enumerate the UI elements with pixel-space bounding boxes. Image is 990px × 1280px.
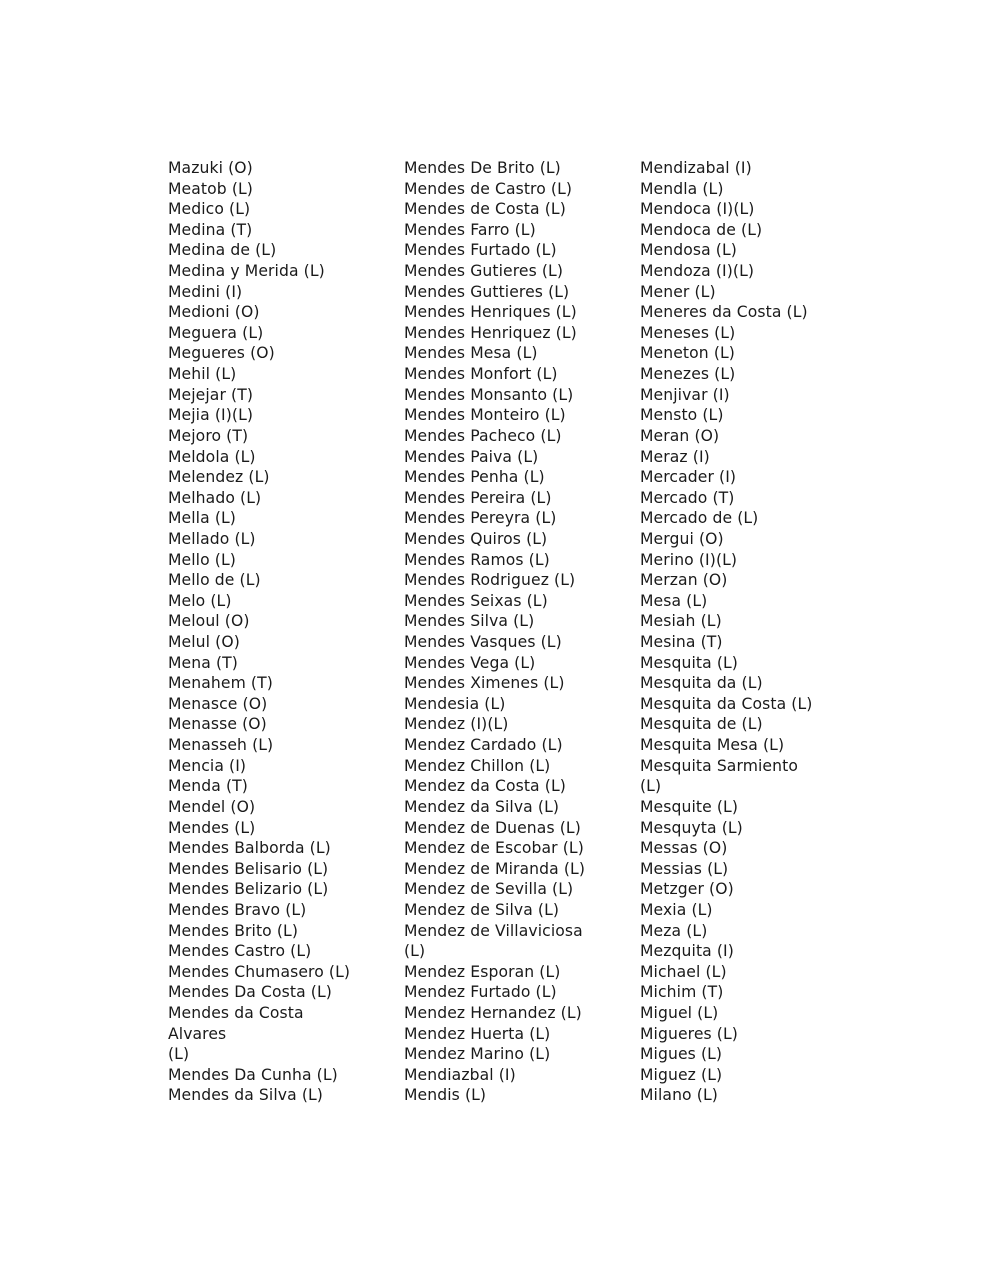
surname-entry: Mendez Furtado (L): [404, 983, 557, 1002]
surname-entry: Mendoza (I)(L): [640, 262, 755, 281]
surname-entry: Merino (I)(L): [640, 550, 738, 569]
surname-entry: Mener (L): [640, 282, 716, 301]
surname-entry: Messias (L): [640, 859, 729, 878]
surname-entry: Menezes (L): [640, 365, 736, 384]
surname-entry: Mendiazbal (I): [404, 1065, 516, 1084]
surname-entry: Mendizabal (I): [640, 159, 752, 177]
surname-entry: Medina de (L): [168, 241, 277, 260]
surname-entry: Mendes Da Costa (L): [168, 983, 332, 1002]
surname-entry: Mejia (I)(L): [168, 406, 254, 425]
surname-entry: Metzger (O): [640, 880, 734, 899]
surname-entry: Mendes Da Cunha (L): [168, 1065, 338, 1084]
surname-entry: Mejoro (T): [168, 426, 249, 445]
surname-entry: Mendes Bravo (L): [168, 900, 307, 919]
surname-entry: Mendez de Duenas (L): [404, 818, 581, 837]
surname-entry: Meguera (L): [168, 323, 264, 342]
surname-entry: Mendes (L): [168, 818, 256, 837]
surname-entry: Melhado (L): [168, 488, 262, 507]
surname-entry: (L): [168, 1045, 190, 1064]
surname-entry: Mendez da Costa (L): [404, 777, 566, 796]
surname-entry: Mendez Chillon (L): [404, 756, 551, 775]
surname-entry: Mesquita Sarmiento: [640, 756, 798, 775]
surname-entry: Mendes Penha (L): [404, 468, 545, 487]
surname-entry: Mendes de Castro (L): [404, 179, 573, 198]
surname-entry: Mesa (L): [640, 591, 708, 610]
surname-entry: Mendes Silva (L): [404, 612, 535, 631]
surname-entry: Mena (T): [168, 653, 238, 672]
surname-entry: Mesiah (L): [640, 612, 722, 631]
surname-entry: Mesquita da (L): [640, 674, 763, 693]
surname-entry: Mendez Esporan (L): [404, 962, 561, 981]
surname-entry: Menasce (O): [168, 694, 268, 713]
surname-entry: Mesquita de (L): [640, 715, 763, 734]
surname-entry: Merzan (O): [640, 571, 728, 590]
surname-entry: Migues (L): [640, 1045, 723, 1064]
surname-entry: Medico (L): [168, 200, 251, 219]
surname-entry: Mendes Guttieres (L): [404, 282, 570, 301]
surname-entry: Mendes Quiros (L): [404, 529, 548, 548]
surname-entry: Melo (L): [168, 591, 232, 610]
surname-entry: Mendes de Costa (L): [404, 200, 566, 219]
surname-entry: Mendes Pereyra (L): [404, 509, 557, 528]
surname-entry: Michim (T): [640, 983, 724, 1002]
surname-entry: Meneses (L): [640, 323, 736, 342]
surname-entry: Mendes Brito (L): [168, 921, 299, 940]
surname-entry: Mendez Cardado (L): [404, 736, 563, 755]
surname-entry: Mendez Hernandez (L): [404, 1003, 582, 1022]
surname-column-1: [168, 158, 398, 1106]
surname-entry: Mendes Pereira (L): [404, 488, 552, 507]
surname-entry: Meraz (I): [640, 447, 710, 466]
surname-entry: Mendes Rodriguez (L): [404, 571, 576, 590]
surname-entry: Mendes Vega (L): [404, 653, 536, 672]
surname-entry: Mercado (T): [640, 488, 735, 507]
surname-entry: Medioni (O): [168, 303, 260, 322]
surname-entry: Mello (L): [168, 550, 236, 569]
surname-entry: Michael (L): [640, 962, 727, 981]
surname-entry: Mendes Monfort (L): [404, 365, 558, 384]
surname-entry: Mendoca (I)(L): [640, 200, 755, 219]
surname-entry: Alvares: [168, 1024, 227, 1043]
surname-entry: Mendes Vasques (L): [404, 633, 562, 652]
surname-entry: Mendes Chumasero (L): [168, 962, 351, 981]
surname-entry: Mendes Henriques (L): [404, 303, 577, 322]
surname-entry: Mendez da Silva (L): [404, 797, 560, 816]
surname-entry: Meatob (L): [168, 179, 253, 198]
surname-entry: Medini (I): [168, 282, 243, 301]
surname-entry: Mendez Huerta (L): [404, 1024, 551, 1043]
surname-entry: Mendez de Escobar (L): [404, 839, 584, 858]
surname-entry: Migueres (L): [640, 1024, 738, 1043]
surname-entry: Melul (O): [168, 633, 240, 652]
surname-entry: Meldola (L): [168, 447, 256, 466]
surname-entry: Mercader (I): [640, 468, 737, 487]
surname-entry: Mendoca de (L): [640, 220, 763, 239]
surname-entry: Mesquyta (L): [640, 818, 743, 837]
surname-entry: Menda (T): [168, 777, 248, 796]
surname-entry: Mendes Furtado (L): [404, 241, 557, 260]
surname-entry: Menasseh (L): [168, 736, 274, 755]
surname-entry: Mendes Mesa (L): [404, 344, 538, 363]
surname-entry: Mello de (L): [168, 571, 261, 590]
surname-entry: Mendes Gutieres (L): [404, 262, 564, 281]
surname-entry: Medina (T): [168, 220, 253, 239]
surname-entry: Mesquita da Costa (L): [640, 694, 813, 713]
surname-entry: Meran (O): [640, 426, 720, 445]
surname-entry: Mendes Henriquez (L): [404, 323, 577, 342]
surname-entry: Mendez de Miranda (L): [404, 859, 586, 878]
surname-entry: Meneton (L): [640, 344, 735, 363]
surname-entry: Mellado (L): [168, 529, 256, 548]
surname-entry: Miguez (L): [640, 1065, 723, 1084]
surname-entry: Mendes Pacheco (L): [404, 426, 562, 445]
surname-entry: Mendes Ramos (L): [404, 550, 550, 569]
surname-entry: Mendes Monsanto (L): [404, 385, 574, 404]
surname-entry: Mendes da Silva (L): [168, 1086, 323, 1105]
surname-entry: Mejejar (T): [168, 385, 254, 404]
surname-entry: Mercado de (L): [640, 509, 759, 528]
surname-entry: Mendes Farro (L): [404, 220, 536, 239]
surname-entry: Megueres (O): [168, 344, 275, 363]
surname-entry: Mendes Seixas (L): [404, 591, 548, 610]
surname-entry: Mesina (T): [640, 633, 723, 652]
surname-entry: Mendez (I)(L): [404, 715, 509, 734]
surname-entry: Mendla (L): [640, 179, 724, 198]
surname-column-3: [640, 158, 900, 1106]
surname-entry: Mendosa (L): [640, 241, 737, 260]
surname-entry: Mendel (O): [168, 797, 256, 816]
surname-entry: Mendes Castro (L): [168, 942, 312, 961]
surname-entry: Menjivar (I): [640, 385, 730, 404]
surname-entry: Mendez de Silva (L): [404, 900, 560, 919]
surname-entry: Mesquita Mesa (L): [640, 736, 785, 755]
surname-entry: Mencia (I): [168, 756, 247, 775]
surname-entry: Mendis (L): [404, 1086, 487, 1105]
surname-entry: Mexia (L): [640, 900, 713, 919]
surname-entry: Miguel (L): [640, 1003, 719, 1022]
surname-entry: Meneres da Costa (L): [640, 303, 808, 322]
surname-entry: Mesquita (L): [640, 653, 738, 672]
surname-entry: Menasse (O): [168, 715, 267, 734]
surname-entry: Mensto (L): [640, 406, 724, 425]
surname-entry: Mendes Belisario (L): [168, 859, 329, 878]
surname-entry: Meza (L): [640, 921, 708, 940]
surname-entry: Menahem (T): [168, 674, 273, 693]
surname-entry: Mendes Paiva (L): [404, 447, 539, 466]
surname-entry: (L): [404, 942, 426, 961]
surname-entry: Mendes Ximenes (L): [404, 674, 565, 693]
surname-entry: Mendes da Costa: [168, 1003, 304, 1022]
surname-entry: Mendez de Villaviciosa: [404, 921, 583, 940]
surname-entry: Melendez (L): [168, 468, 270, 487]
surname-entry: Mendes De Brito (L): [404, 159, 561, 177]
surname-entry: (L): [640, 777, 662, 796]
surname-entry: Mella (L): [168, 509, 236, 528]
surname-entry: Mehil (L): [168, 365, 237, 384]
surname-entry: Mesquite (L): [640, 797, 739, 816]
surname-entry: Medina y Merida (L): [168, 262, 325, 281]
surname-entry: Mendez Marino (L): [404, 1045, 551, 1064]
surname-entry: Mendez de Sevilla (L): [404, 880, 574, 899]
surname-entry: Messas (O): [640, 839, 728, 858]
surname-entry: Milano (L): [640, 1086, 718, 1105]
surname-entry: Meloul (O): [168, 612, 250, 631]
surname-entry: Mendesia (L): [404, 694, 506, 713]
surname-entry: Mendes Belizario (L): [168, 880, 329, 899]
surname-entry: Mendes Balborda (L): [168, 839, 331, 858]
surname-entry: Mezquita (I): [640, 942, 734, 961]
surname-entry: Mazuki (O): [168, 159, 253, 177]
surname-column-2: [404, 158, 634, 1106]
surname-entry: Mendes Monteiro (L): [404, 406, 566, 425]
surname-entry: Mergui (O): [640, 529, 724, 548]
